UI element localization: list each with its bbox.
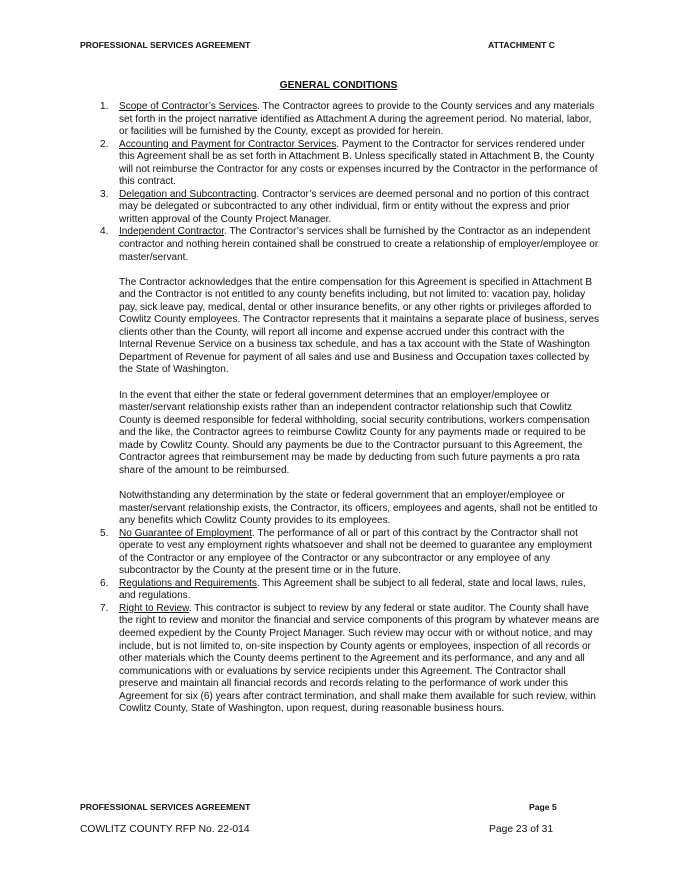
item-number: 6.: [100, 577, 109, 589]
item-heading: Accounting and Payment for Contractor Services: [119, 138, 337, 150]
item-text: . The Contractor’s services shall be furnished by the Contractor as an independent contractor and nothing herein contained shall be construed to create a relationship of employer/employee or master/servant.: [119, 226, 599, 263]
list-item-2: [100, 139, 600, 189]
list-item-3: [100, 189, 600, 227]
item-number: 7.: [100, 602, 109, 614]
item-heading: Independent Contractor: [119, 226, 225, 238]
item-heading: Scope of Contractor’s Services: [119, 101, 258, 112]
item-number: 1.: [100, 101, 109, 112]
paragraph-reimbursement: In the event that either the state or federal government determines that an employer/employee or master/servant relationship exists rather than an independent contractor relationship such that Cowlitz County is deemed responsible for federal withholding, social security contributions, workers compensation and the like, the Contractor agrees to reimburse Cowlitz County for any payments made or required to be made by Cowlitz County. Should any payments be due to the Contractor pursuant to this Agreement, the Contractor agrees that reimbursement may be made by deducting from such future payments a pro rata share of the amount to be reimbursed.: [119, 389, 590, 476]
list-item-1: [100, 101, 600, 139]
item-number: 2.: [100, 138, 109, 150]
item-text: . Payment to the Contractor for services rendered under this Agreement shall be as set forth in Attachment B. Unless specifically stated in Attachment B, the County will not reimburse the Contractor for any costs or expenses incurred by the Contractor in the performance of this contract.: [119, 138, 598, 188]
list-item-5: [100, 528, 600, 578]
footer-rfp-number: COWLITZ COUNTY RFP No. 22-014: [80, 824, 250, 835]
page-title: GENERAL CONDITIONS: [279, 80, 398, 91]
item-number: 3.: [100, 188, 109, 200]
conditions-list: [100, 101, 600, 716]
paragraph-benefits: Notwithstanding any determination by the state or federal government that an employer/employee or master/servant relationship exists, the Contractor, its officers, employees and agents, shall not be entitled to any benefits which Cowlitz County provides to its employees.: [119, 489, 598, 527]
header-attachment-label: ATTACHMENT C: [488, 40, 555, 50]
item-text: . This Agreement shall be subject to all federal, state and local laws, rules, and regulations.: [119, 577, 586, 602]
item-text: . Contractor’s services are deemed personal and no portion of this contract may be delegated or subcontracted to any other individual, firm or entity without the express and prior written approval of the County Project Manager.: [119, 188, 589, 225]
footer-agreement-title: PROFESSIONAL SERVICES AGREEMENT: [80, 802, 251, 812]
item-heading: Right to Review: [119, 602, 189, 614]
header-agreement-title: PROFESSIONAL SERVICES AGREEMENT: [80, 40, 251, 50]
item-heading: Delegation and Subcontracting: [119, 188, 257, 200]
item-text: . This contractor is subject to review by any federal or state auditor. The County shall have the right to review and monitor the financial and service components of this program by whatever means are deemed expedient by the County Project Manager. Such review may occur with or without notice, and may include, but is not limited to, on-site inspection by County agents or employees, inspection of all records or other materials which the County deems pertinent to the Agreement and its performance, and any and all communications with or evaluations by service recipients under this Agreement. The Contractor shall preserve and maintain all financial records and records relating to the performance of work under this Agreement for six (6) years after contract termination, and shall make them available for such review, within Cowlitz County, State of Washington, upon request, during reasonable business hours.: [119, 602, 600, 715]
item-number: 5.: [100, 527, 109, 539]
item-heading: Regulations and Requirements: [119, 577, 257, 589]
paragraph-compensation: The Contractor acknowledges that the entire compensation for this Agreement is specified in Attachment B and the Contractor is not entitled to any county benefits including, but not limited to: vacation pay, holiday pay, sick leave pay, medical, dental or other insurance benefits, or any other rights or privileges afforded to Cowlitz County employees. The Contractor represents that it maintains a separate place of business, serves clients other than the County, will report all income and expense accrued under this contract with the Internal Revenue Service on a business tax schedule, and has a tax account with the State of Washington Department of Revenue for payment of all sales and use and Business and Occupation taxes collected by the State of Washington.: [119, 276, 600, 376]
item-text: . The Contractor agrees to provide to the County services and any materials set forth in the project narrative identified as Attachment A during the agreement period. No material, labor, or facilities will be furnished by the County, except as provided for herein.: [119, 101, 595, 138]
item-text: . The performance of all or part of this contract by the Contractor shall not operate to vest any employment rights whatsoever and shall not be deemed to guarantee any employment of the Contractor or any employee of the Contractor or any subcontractor or any employee of any subcontractor by the County at the present time or in the future.: [119, 527, 593, 577]
item-number: 4.: [100, 226, 109, 238]
list-item-7: [100, 603, 600, 716]
item-heading: No Guarantee of Employment: [119, 527, 252, 539]
footer-page-number: Page 5: [529, 802, 557, 812]
list-item-4: [100, 226, 600, 264]
list-item-6: [100, 578, 600, 603]
footer-page-of: Page 23 of 31: [489, 824, 554, 835]
